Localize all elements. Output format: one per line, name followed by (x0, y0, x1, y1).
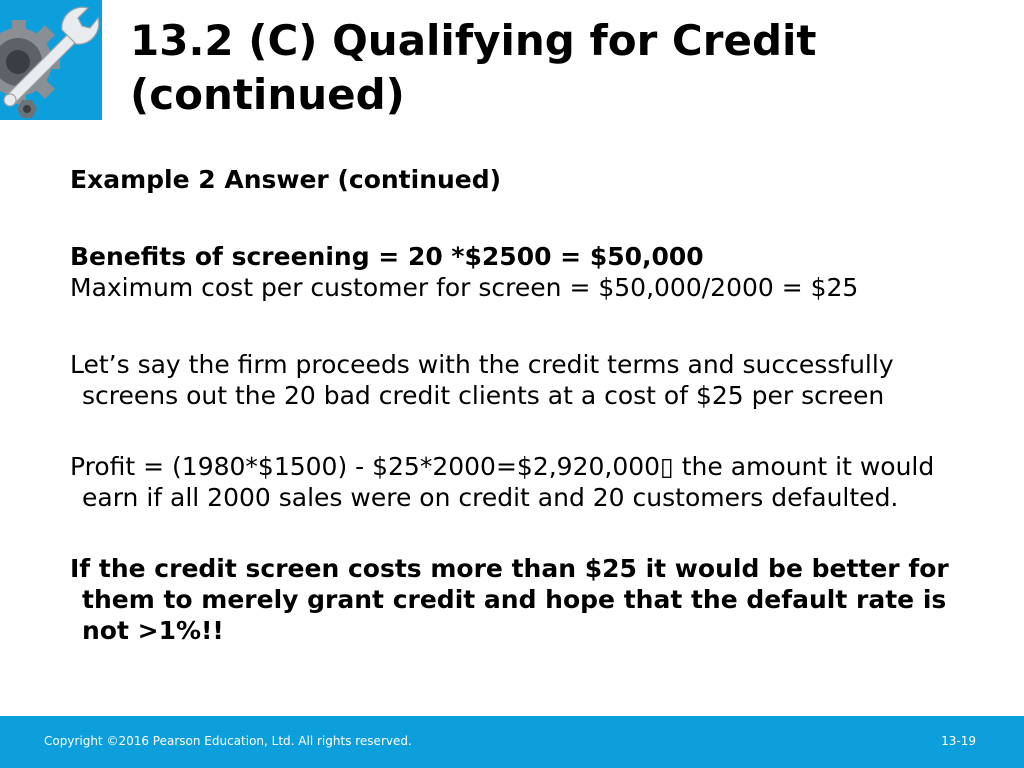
conclusion-paragraph: If the credit screen costs more than $25 it would be better for them to merely grant credit and hope that the default rate is not >1%!! (70, 554, 949, 645)
spacer (70, 411, 970, 451)
spacer (70, 303, 970, 349)
benefits-line: Benefits of screening = 20 *$2500 = $50,000 (70, 242, 704, 271)
slide-body (70, 164, 970, 646)
spacer (70, 513, 970, 553)
copyright-notice: Copyright ©2016 Pearson Education, Ltd. All rights reserved. (44, 734, 412, 748)
example-heading: Example 2 Answer (continued) (70, 165, 502, 194)
slide-title: 13.2 (C) Qualifying for Credit (continued) (130, 16, 817, 119)
spacer (70, 195, 970, 241)
scenario-paragraph: Let’s say the firm proceeds with the credit terms and successfully screens out the 20 bad credit clients at a cost of $25 per screen (70, 350, 894, 410)
max-cost-line: Maximum cost per customer for screen = $50,000/2000 = $25 (70, 273, 859, 302)
profit-paragraph: Profit = (1980*$1500) - $25*2000=$2,920,000▯ the amount it would earn if all 2000 sales were on credit and 20 customers defaulted. (70, 452, 935, 512)
slide-footer (0, 716, 1024, 768)
page-number: 13-19 (941, 734, 976, 748)
slide-logo (0, 0, 102, 120)
wrench-gear-icon (0, 0, 102, 120)
